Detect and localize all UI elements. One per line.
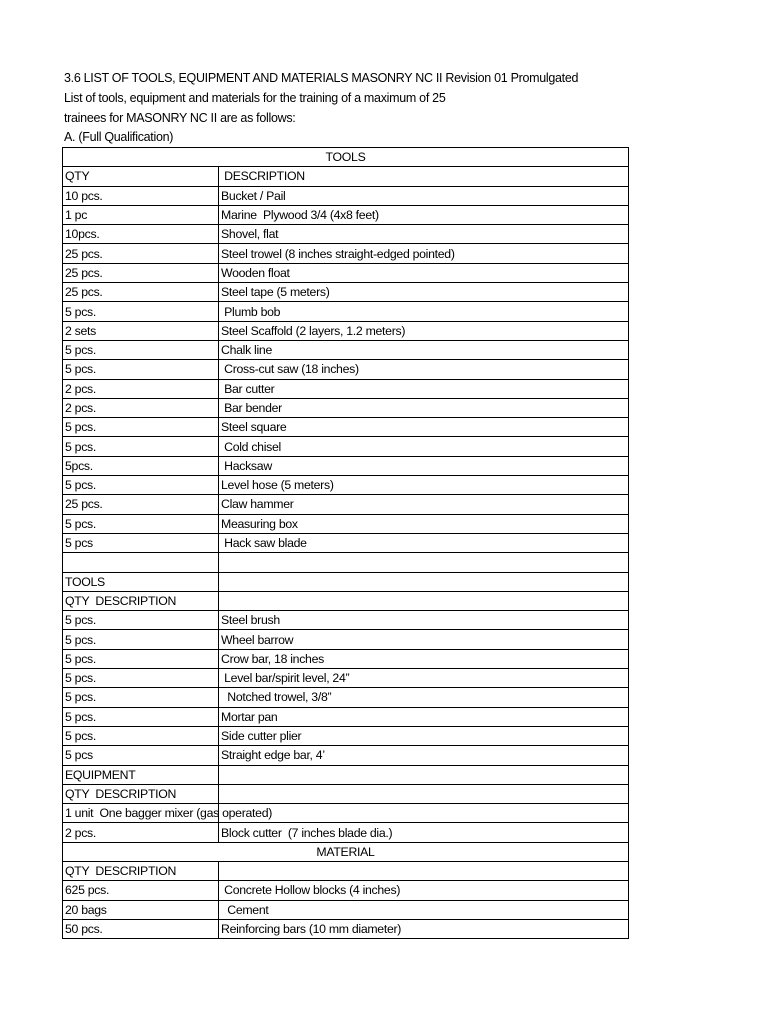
tool-row: [63, 476, 629, 495]
tool2-qty-cell: 5 pcs.: [63, 649, 219, 668]
tool-description-cell: Wooden float: [219, 263, 629, 282]
material-column-header: QTY DESCRIPTION: [63, 861, 219, 880]
tool2-description-cell: Level bar/spirit level, 24”: [219, 669, 629, 688]
equipment-rows: [63, 804, 629, 843]
tool2-qty-cell: 5 pcs.: [63, 669, 219, 688]
tool-description-cell: Cold chisel: [219, 437, 629, 456]
tools2-column-header: QTY DESCRIPTION: [63, 591, 219, 610]
material-rows: [63, 881, 629, 939]
blank-row: [63, 553, 629, 572]
tool2-description-cell: Steel brush: [219, 611, 629, 630]
tool-row: [63, 263, 629, 282]
material-row: [63, 881, 629, 900]
tool2-row: [63, 611, 629, 630]
tool-description-cell: Hacksaw: [219, 456, 629, 475]
tool2-description-cell: Side cutter plier: [219, 726, 629, 745]
tool-row: [63, 186, 629, 205]
tool2-description-cell: Wheel barrow: [219, 630, 629, 649]
tools2-label-row: [63, 572, 629, 591]
tool-qty-cell: 5 pcs.: [63, 418, 219, 437]
tool-description-cell: Cross-cut saw (18 inches): [219, 360, 629, 379]
tool2-row: [63, 746, 629, 765]
tool-qty-cell: 5 pcs.: [63, 514, 219, 533]
tool-row: [63, 495, 629, 514]
material-header-row: [63, 842, 629, 861]
tool-qty-cell: 5pcs.: [63, 456, 219, 475]
tool-qty-cell: 10pcs.: [63, 225, 219, 244]
tools-equipment-materials-table: [62, 147, 629, 939]
blank-cell: [219, 784, 629, 803]
qty-column-header: QTY: [63, 167, 219, 186]
equipment-description-cell: [219, 804, 629, 823]
material-column-header-row: [63, 861, 629, 880]
description-column-header: DESCRIPTION: [219, 167, 629, 186]
tool2-row: [63, 726, 629, 745]
tool-row: [63, 398, 629, 417]
tool2-row: [63, 649, 629, 668]
tool-row: [63, 379, 629, 398]
equipment-label-row: [63, 765, 629, 784]
material-description-cell: Concrete Hollow blocks (4 inches): [219, 881, 629, 900]
tool-qty-cell: 1 pc: [63, 205, 219, 224]
tool2-description-cell: Crow bar, 18 inches: [219, 649, 629, 668]
blank-cell: [63, 553, 219, 572]
tool-qty-cell: 2 sets: [63, 321, 219, 340]
tool-description-cell: Steel square: [219, 418, 629, 437]
equipment-column-header-row: [63, 784, 629, 803]
tool2-row: [63, 688, 629, 707]
material-description-cell: Cement: [219, 900, 629, 919]
tool2-qty-cell: 5 pcs.: [63, 707, 219, 726]
tool-row: [63, 360, 629, 379]
tools-section-header: TOOLS: [63, 148, 629, 167]
tool2-row: [63, 707, 629, 726]
heading-line-qualification: A. (Full Qualification): [64, 130, 174, 145]
tool-description-cell: Bucket / Pail: [219, 186, 629, 205]
tool2-qty-cell: 5 pcs.: [63, 688, 219, 707]
tool-description-cell: Chalk line: [219, 340, 629, 359]
material-description-cell: Reinforcing bars (10 mm diameter): [219, 919, 629, 938]
tools-rows: [63, 186, 629, 553]
material-row: [63, 900, 629, 919]
tool-row: [63, 418, 629, 437]
tools2-column-header-row: [63, 591, 629, 610]
blank-cell: [219, 572, 629, 591]
equipment-section-label: EQUIPMENT: [63, 765, 219, 784]
tool-row: [63, 283, 629, 302]
tool-description-cell: Steel tape (5 meters): [219, 283, 629, 302]
tool-qty-cell: 25 pcs.: [63, 263, 219, 282]
material-qty-cell: 625 pcs.: [63, 881, 219, 900]
tool-qty-cell: 2 pcs.: [63, 379, 219, 398]
tool2-qty-cell: 5 pcs.: [63, 630, 219, 649]
tool2-row: [63, 669, 629, 688]
tool-row: [63, 302, 629, 321]
tool-description-cell: Marine Plywood 3/4 (4x8 feet): [219, 205, 629, 224]
tool-qty-cell: 25 pcs.: [63, 283, 219, 302]
material-row: [63, 919, 629, 938]
blank-cell: [219, 861, 629, 880]
tool-row: [63, 205, 629, 224]
tool-row: [63, 456, 629, 475]
tools-header-row: [63, 148, 629, 167]
tool-description-cell: Shovel, flat: [219, 225, 629, 244]
tool-row: [63, 340, 629, 359]
tool-qty-cell: 5 pcs.: [63, 302, 219, 321]
tool-row: [63, 321, 629, 340]
equipment-description-cell: Block cutter (7 inches blade dia.): [219, 823, 629, 842]
tool-qty-cell: 5 pcs.: [63, 476, 219, 495]
tool-qty-cell: 25 pcs.: [63, 244, 219, 263]
equipment-row: [63, 823, 629, 842]
material-section-header: MATERIAL: [63, 842, 629, 861]
tool-description-cell: Bar bender: [219, 398, 629, 417]
tool-description-cell: Plumb bob: [219, 302, 629, 321]
tool-qty-cell: 2 pcs.: [63, 398, 219, 417]
tool-row: [63, 437, 629, 456]
equipment-qty-cell: 2 pcs.: [63, 823, 219, 842]
tool-qty-cell: 25 pcs.: [63, 495, 219, 514]
tool-qty-cell: 5 pcs.: [63, 437, 219, 456]
blank-cell: [219, 591, 629, 610]
tool2-description-cell: Notched trowel, 3/8”: [219, 688, 629, 707]
tool-qty-cell: 10 pcs.: [63, 186, 219, 205]
tool2-description-cell: Mortar pan: [219, 707, 629, 726]
equipment-column-header: QTY DESCRIPTION: [63, 784, 219, 803]
tool-description-cell: Measuring box: [219, 514, 629, 533]
tool-row: [63, 225, 629, 244]
equipment-row: [63, 804, 629, 823]
tools2-section-label: TOOLS: [63, 572, 219, 591]
equipment-qty-cell: 1 unit One bagger mixer (gas operated): [63, 804, 219, 823]
heading-line-trainees: trainees for MASONRY NC II are as follows:: [64, 110, 296, 125]
tools-column-header-row: [63, 167, 629, 186]
blank-cell: [219, 553, 629, 572]
tool-row: [63, 244, 629, 263]
tool-qty-cell: 5 pcs.: [63, 340, 219, 359]
tool-description-cell: Level hose (5 meters): [219, 476, 629, 495]
document-heading: [64, 69, 704, 148]
tool2-qty-cell: 5 pcs.: [63, 611, 219, 630]
tool-row: [63, 533, 629, 552]
blank-cell: [219, 765, 629, 784]
tool2-qty-cell: 5 pcs: [63, 746, 219, 765]
tool-description-cell: Steel Scaffold (2 layers, 1.2 meters): [219, 321, 629, 340]
tools2-rows: [63, 611, 629, 765]
tool-description-cell: Hack saw blade: [219, 533, 629, 552]
tool-description-cell: Steel trowel (8 inches straight-edged pointed): [219, 244, 629, 263]
heading-line-intro: List of tools, equipment and materials for the training of a maximum of 25: [64, 90, 446, 105]
tool-qty-cell: 5 pcs.: [63, 360, 219, 379]
tool2-row: [63, 630, 629, 649]
tool2-description-cell: Straight edge bar, 4’: [219, 746, 629, 765]
tool-description-cell: Bar cutter: [219, 379, 629, 398]
tool-qty-cell: 5 pcs: [63, 533, 219, 552]
heading-line-title: 3.6 LIST OF TOOLS, EQUIPMENT AND MATERIALS MASONRY NC II Revision 01 Promulgated: [64, 71, 579, 85]
material-qty-cell: 50 pcs.: [63, 919, 219, 938]
tool2-qty-cell: 5 pcs.: [63, 726, 219, 745]
material-qty-cell: 20 bags: [63, 900, 219, 919]
tool-description-cell: Claw hammer: [219, 495, 629, 514]
tool-row: [63, 514, 629, 533]
